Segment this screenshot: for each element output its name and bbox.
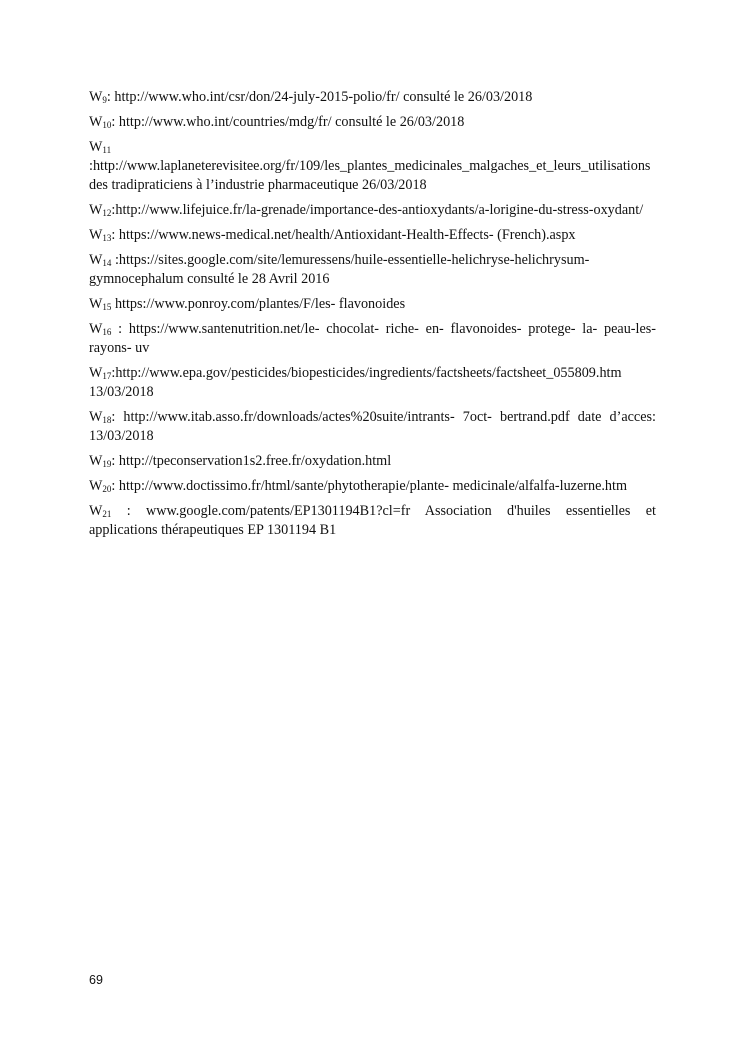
reference-text: : https://www.santenutrition.net/le- chocolat- riche- en- flavonoides- protege- la- peau-les- rayons- uv <box>89 321 656 356</box>
reference-label: W <box>89 252 103 268</box>
reference-index: 16 <box>102 327 112 337</box>
reference-index: 12 <box>102 208 112 218</box>
reference-index: 20 <box>102 484 112 494</box>
reference-text: : http://tpeconservation1s2.free.fr/oxydation.html <box>111 453 392 469</box>
reference-w15 <box>89 295 656 314</box>
reference-label: W <box>89 89 103 105</box>
reference-label: W <box>89 503 103 519</box>
reference-w19 <box>89 452 656 471</box>
reference-text: : www.google.com/patents/EP1301194B1?cl=fr Association d'huiles essentielles et applications thérapeutiques EP 1301194 B1 <box>89 503 656 538</box>
reference-w16 <box>89 320 656 358</box>
reference-w20 <box>89 477 656 496</box>
reference-w18 <box>89 408 656 446</box>
reference-index: 13 <box>102 233 112 243</box>
reference-label: W <box>89 227 103 243</box>
reference-label: W <box>89 139 103 155</box>
reference-text: https://www.ponroy.com/plantes/F/les- flavonoides <box>111 296 406 312</box>
reference-w14 <box>89 251 656 289</box>
reference-label: W <box>89 202 103 218</box>
reference-index: 19 <box>102 459 112 469</box>
reference-w17 <box>89 364 656 402</box>
reference-label: W <box>89 409 103 425</box>
reference-w21 <box>89 502 656 540</box>
reference-text: : https://www.news-medical.net/health/Antioxidant-Health-Effects- (French).aspx <box>111 227 576 243</box>
reference-index: 11 <box>102 145 112 155</box>
reference-index: 15 <box>102 302 112 312</box>
reference-label: W <box>89 114 103 130</box>
reference-label: W <box>89 296 103 312</box>
reference-label: W <box>89 453 103 469</box>
reference-w11 <box>89 138 656 195</box>
reference-text: :http://www.epa.gov/pesticides/biopesticides/ingredients/factsheets/factsheet_055809.htm 13/03/2018 <box>89 365 622 400</box>
reference-text: :https://sites.google.com/site/lemuressens/huile-essentielle-helichryse-helichrysum-gymnocephalum consulté le 28 Avril 2016 <box>89 252 590 287</box>
page-number: 69 <box>89 973 103 987</box>
reference-w10 <box>89 113 656 132</box>
reference-index: 14 <box>102 258 112 268</box>
web-references-list <box>89 88 656 546</box>
reference-text: : http://www.doctissimo.fr/html/sante/phytotherapie/plante- medicinale/alfalfa-luzerne.htm <box>111 478 627 494</box>
reference-index: 21 <box>102 509 112 519</box>
reference-index: 9 <box>102 95 107 105</box>
reference-text: : http://www.who.int/csr/don/24-july-2015-polio/fr/ consulté le 26/03/2018 <box>106 89 533 105</box>
reference-text: : http://www.who.int/countries/mdg/fr/ consulté le 26/03/2018 <box>111 114 465 130</box>
reference-text: :http://www.lifejuice.fr/la-grenade/importance-des-antioxydants/a-lorigine-du-stress-oxydant/ <box>111 202 644 218</box>
reference-w9 <box>89 88 656 107</box>
reference-label: W <box>89 478 103 494</box>
reference-index: 17 <box>102 371 112 381</box>
reference-text: : http://www.itab.asso.fr/downloads/actes%20suite/intrants- 7oct- bertrand.pdf date d’acces: 13/03/2018 <box>89 409 656 444</box>
reference-index: 18 <box>102 415 112 425</box>
reference-w13 <box>89 226 656 245</box>
reference-text: :http://www.laplaneterevisitee.org/fr/109/les_plantes_medicinales_malgaches_et_leurs_utilisations des tradipraticiens à l’industrie pharmaceutique 26/03/2018 <box>89 158 651 193</box>
reference-index: 10 <box>102 120 112 130</box>
reference-label: W <box>89 365 103 381</box>
reference-w12 <box>89 201 656 220</box>
reference-label: W <box>89 321 103 337</box>
